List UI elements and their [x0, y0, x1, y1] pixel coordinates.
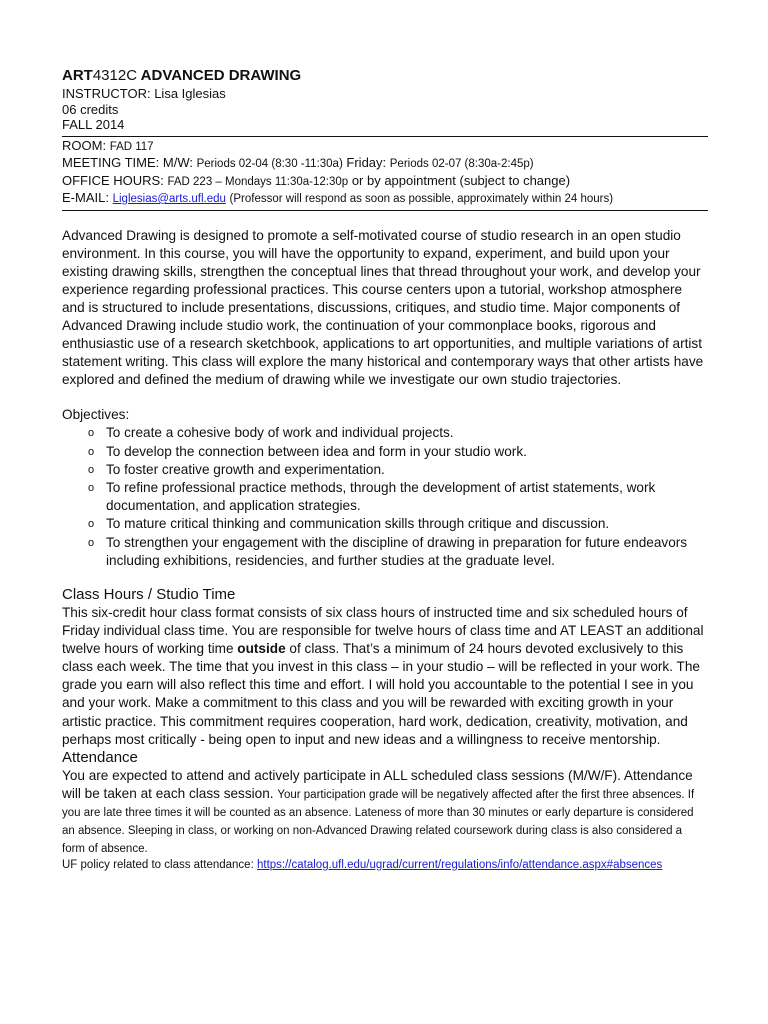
bullet-icon: o	[88, 518, 95, 531]
bullet-icon: o	[88, 536, 95, 549]
meeting-line	[62, 155, 708, 173]
credits-line: 06 credits	[62, 101, 119, 117]
office-value: FAD 223 – Mondays 11:30a-12:30p	[167, 175, 349, 188]
term-line: FALL 2014	[62, 117, 125, 132]
friday-label: Friday:	[346, 155, 387, 170]
meeting-mw-value: Periods 02-04 (8:30 -11:30a)	[196, 158, 343, 170]
objective-item: o To mature critical thinking and communication skills through critique and discussion.	[62, 515, 708, 533]
bullet-icon: o	[88, 481, 95, 494]
objective-item: o To refine professional practice methods, through the development of artist statements, work documentation, and application strategies.	[88, 479, 656, 514]
room-value: FAD 117	[109, 140, 154, 153]
meeting-label: MEETING TIME: M/W:	[62, 155, 193, 170]
objective-item: o To develop the connection between idea and form in your studio work.	[62, 443, 708, 461]
class-hours-paragraph: This six-credit hour class format consists of six class hours of instructed time and six scheduled hours of Friday individual class time. You are responsible for twelve hours of class time and AT LEAST an additional twelve hours of working time outside of class. That’s a minimum of 24 hours devoted exclusively to this class each week. The time that you invest in this class – in your studio – will be reflected in your work. The grade you earn will also reflect this time and effort. I will hold you accountable to the potential I see in you and your work. Make a commitment to this class and you will be rewarded with exciting growth in your artistic practice. This commitment requires cooperation, hard work, dedication, creativity, motivation, and perhaps most critically - being open to input and new ideas and a willingness to receive mentorship.	[62, 604, 704, 747]
syllabus-page	[62, 66, 708, 873]
email-line	[62, 190, 708, 211]
bullet-icon: o	[88, 427, 95, 440]
course-name: ADVANCED DRAWING	[140, 67, 302, 84]
intro-paragraph: Advanced Drawing is designed to promote a self-motivated course of studio research in an open studio environment. In this course, you will have the opportunity to expand, experiment, and build upon your existing drawing skills, strengthen the conceptual lines that thread throughout your work, and develop your experience regarding professional practices. This course centers upon a tutorial, workshop atmosphere and is structured to include presentations, discussions, critiques, and studio time. Major components of Advanced Drawing include studio work, the continuation of your commonplace books, rigorous and enthusiastic use of a research sketchbook, applications to art opportunities, and multiple variations of artist statement writing. This class will explore the many historical and contemporary ways that other artists have explored and defined the medium of drawing while we investigate our own studio trajectories.	[62, 227, 704, 388]
email-label: E-MAIL:	[62, 190, 109, 205]
attendance-paragraph: You are expected to attend and actively participate in ALL scheduled class sessions (M/W/F). Attendance will be taken at each class session. Your participation grade will be negatively affected after the first three absences. If you are late three times it will be counted as an absence. Lateness of more than 30 minutes or early departure is considered an absence. Sleeping in class, or working on non-Advanced Drawing related coursework during class is also considered a form of absence.	[62, 767, 695, 855]
course-code-prefix: ART	[62, 67, 93, 84]
bullet-icon: o	[88, 445, 95, 458]
header-rule	[62, 136, 708, 137]
office-tail: or by appointment (subject to change)	[351, 172, 571, 188]
policy-label: UF policy related to class attendance:	[62, 858, 254, 871]
class-hours-heading: Class Hours / Studio Time	[62, 585, 236, 603]
objective-item: o To foster creative growth and experimentation.	[62, 461, 708, 479]
bullet-icon: o	[88, 463, 95, 476]
course-title	[62, 66, 708, 86]
objective-item: o To strengthen your engagement with the discipline of drawing in preparation for future endeavors including exhibitions, residencies, and further studies at the graduate level.	[88, 534, 688, 568]
attendance-policy-line	[62, 857, 708, 874]
room-label: ROOM:	[62, 137, 107, 153]
room-line	[62, 138, 708, 156]
course-code-number: 4312C	[92, 67, 138, 84]
attendance-heading: Attendance	[62, 748, 138, 766]
objectives-heading: Objectives:	[62, 407, 130, 423]
email-note: (Professor will respond as soon as possible, approximately within 24 hours)	[229, 193, 614, 205]
policy-link[interactable]: https://catalog.ufl.edu/ugrad/current/regulations/info/attendance.aspx#absences	[256, 858, 663, 871]
objective-item: o To create a cohesive body of work and individual projects.	[62, 424, 708, 442]
office-label: OFFICE HOURS:	[62, 172, 164, 188]
outside-emphasis: outside	[237, 641, 286, 657]
instructor-line: INSTRUCTOR: Lisa Iglesias	[62, 86, 226, 101]
office-line	[62, 173, 708, 191]
email-link[interactable]: Liglesias@arts.ufl.edu	[112, 193, 226, 205]
objectives-list	[62, 424, 708, 570]
meeting-fri-value: Periods 02-07 (8:30a-2:45p)	[389, 158, 534, 170]
